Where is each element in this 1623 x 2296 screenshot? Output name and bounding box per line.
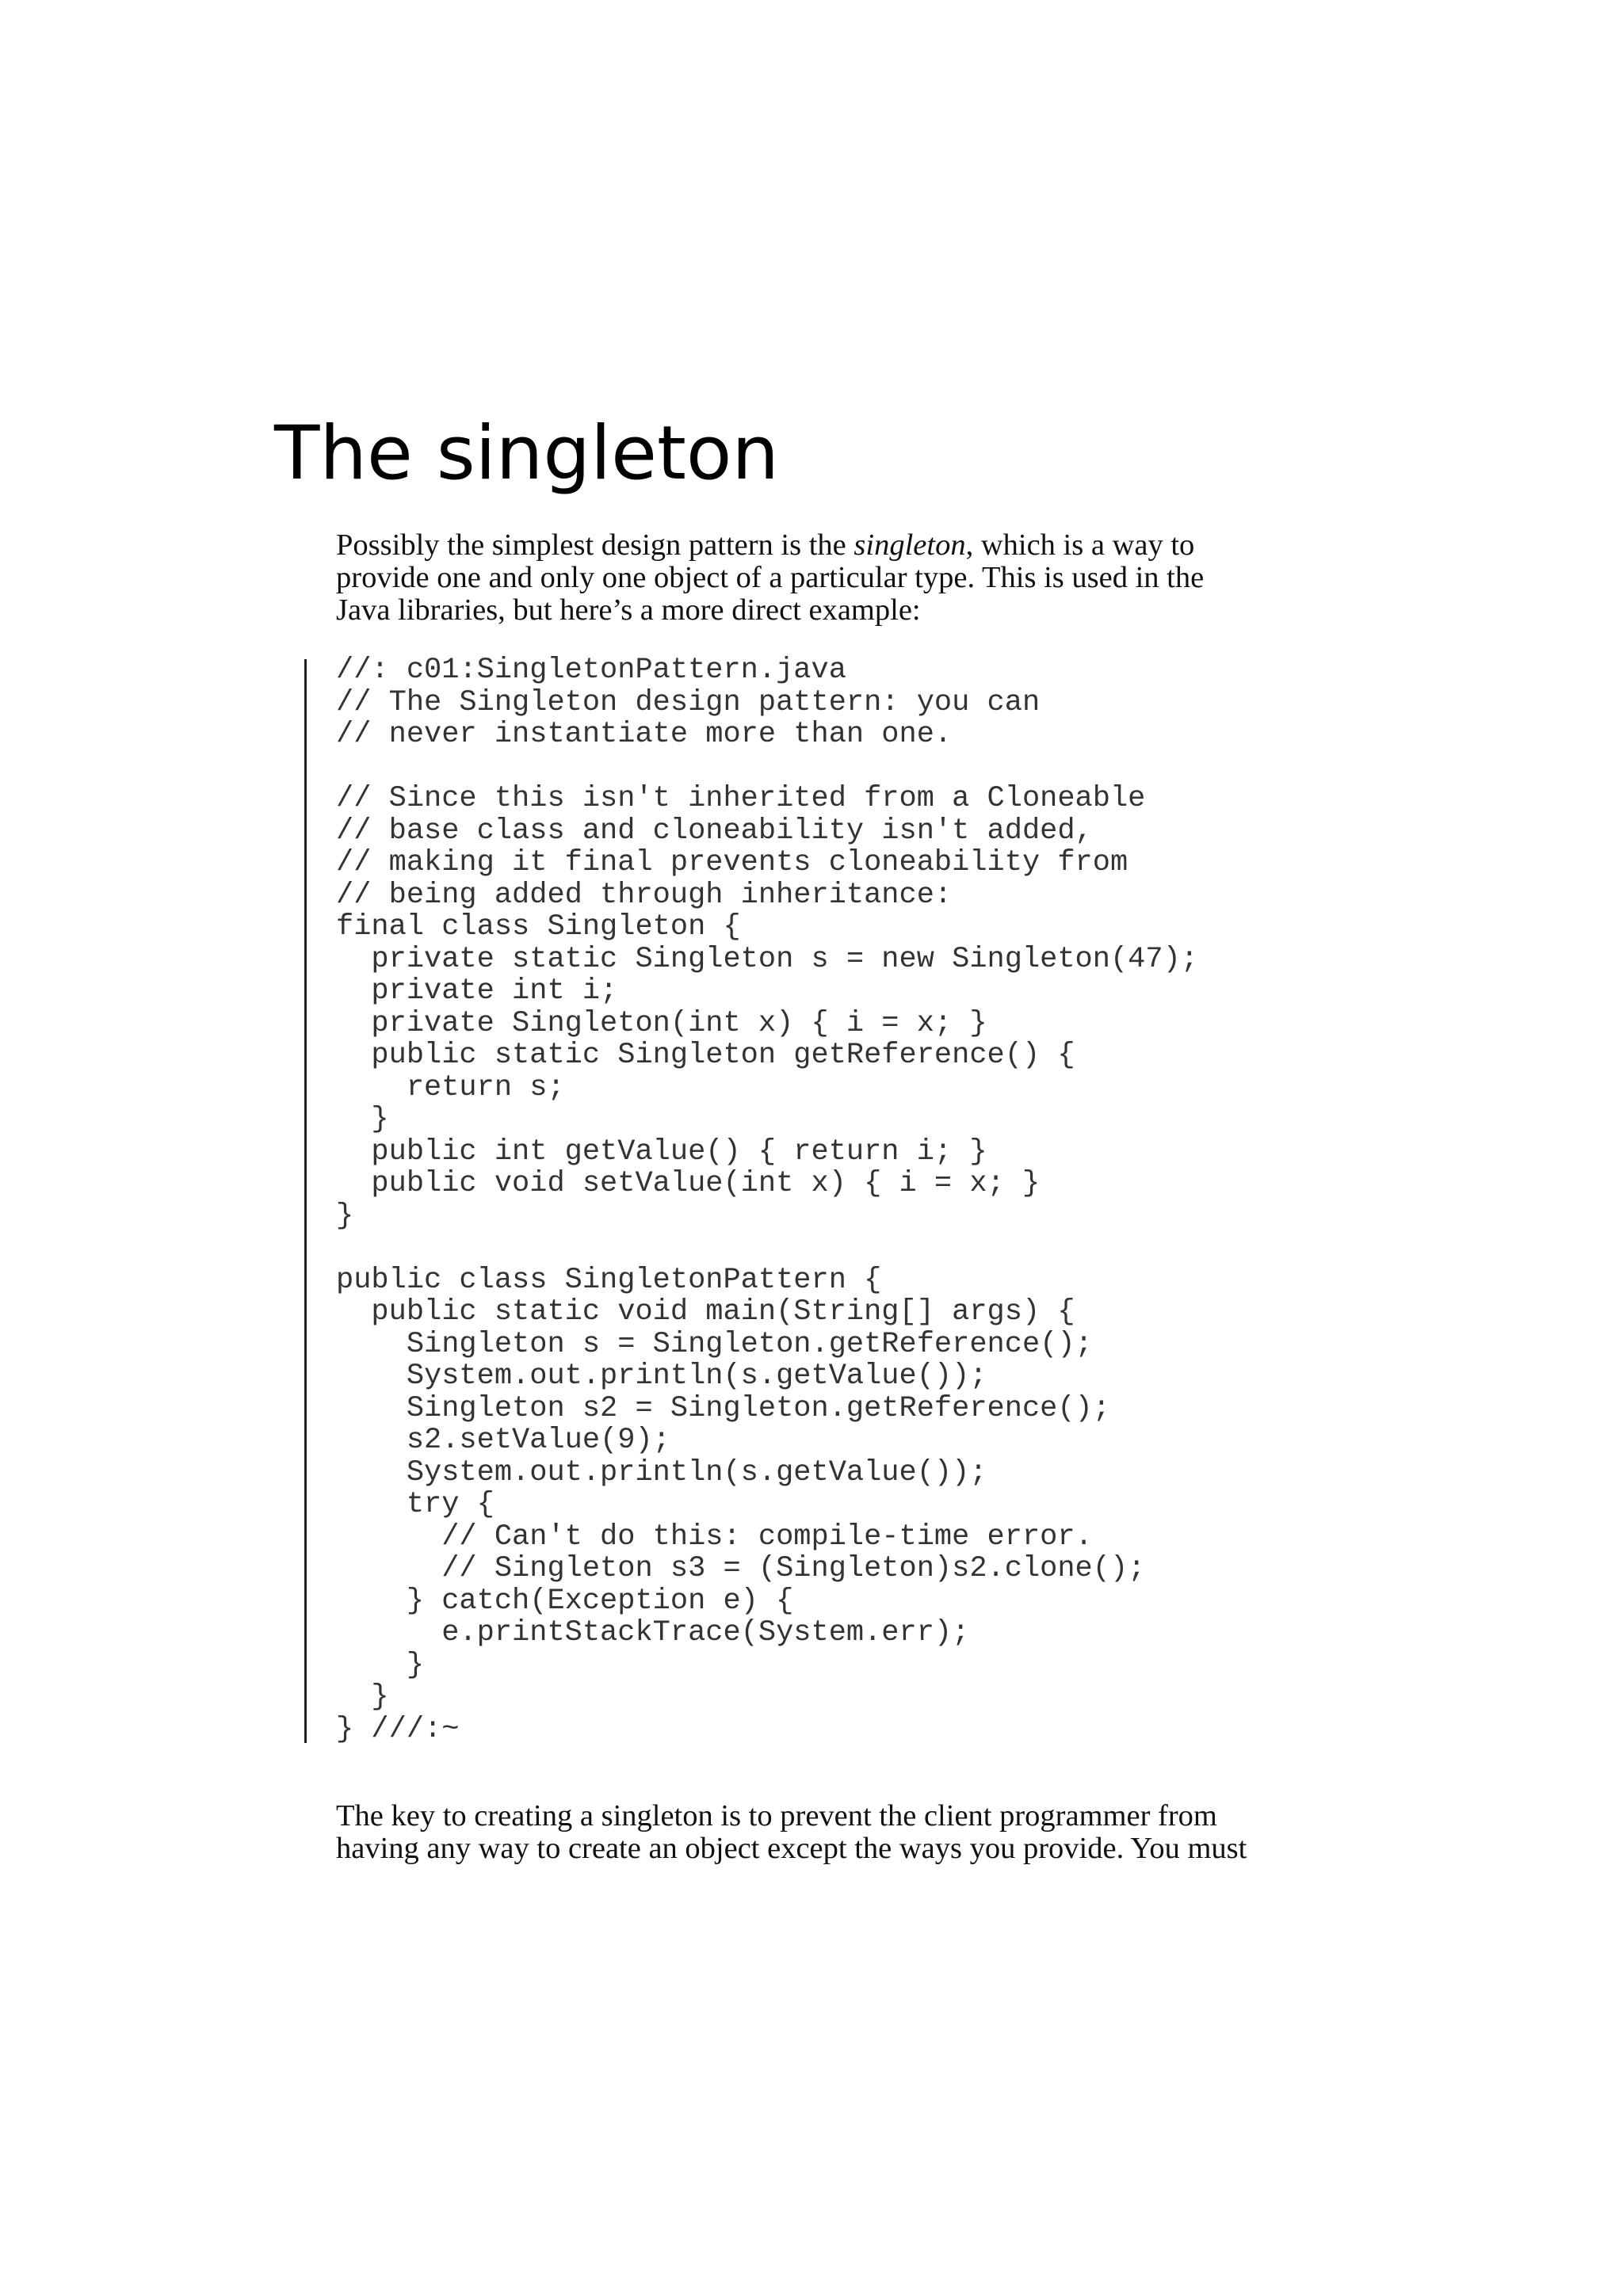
code-line: public void setValue(int x) { i = x; } (336, 1167, 1041, 1200)
intro-paragraph (336, 529, 1311, 627)
code-line: // The Singleton design pattern: you can (336, 685, 1041, 719)
closing-line: The key to creating a singleton is to prevent the client programmer from (336, 1799, 1217, 1833)
code-line: System.out.println(s.getValue()); (336, 1455, 987, 1489)
code-block (336, 654, 1198, 1745)
code-line: try { (336, 1488, 495, 1521)
code-line (336, 1232, 1198, 1264)
code-line: final class Singleton { (336, 910, 741, 944)
code-line: System.out.println(s.getValue()); (336, 1360, 987, 1393)
code-line: } (336, 1199, 354, 1233)
code-line: // base class and cloneability isn't added, (336, 814, 1093, 848)
code-line: private int i; (336, 974, 618, 1008)
code-line: } (336, 1680, 389, 1714)
page-title: The singleton (274, 410, 779, 497)
code-line: // Can't do this: compile-time error. (336, 1520, 1093, 1554)
intro-text: , which is a way to (965, 528, 1195, 562)
code-line: } ///:~ (336, 1712, 460, 1746)
code-line: return s; (336, 1070, 565, 1104)
closing-paragraph (336, 1800, 1335, 1865)
code-line: s2.setValue(9); (336, 1424, 670, 1457)
code-line: Singleton s2 = Singleton.getReference(); (336, 1391, 1110, 1425)
closing-line: having any way to create an object except the ways you provide. You must (336, 1832, 1247, 1865)
code-line: //: c01:SingletonPattern.java (336, 654, 846, 687)
code-line: // Since this isn't inherited from a Cloneable (336, 782, 1146, 815)
code-line: public static void main(String[] args) { (336, 1295, 1075, 1329)
code-line: public class SingletonPattern { (336, 1263, 882, 1297)
intro-line: Java libraries, but here’s a more direct example: (336, 593, 921, 627)
code-line (336, 751, 1198, 784)
intro-line (336, 529, 1311, 562)
emphasis-term: singleton (854, 528, 966, 562)
code-line: private static Singleton s = new Singleton(47); (336, 942, 1198, 976)
code-line: Singleton s = Singleton.getReference(); (336, 1327, 1093, 1361)
code-line: } (336, 1103, 389, 1136)
intro-line: provide one and only one object of a particular type. This is used in the (336, 561, 1205, 594)
code-line: } (336, 1648, 425, 1682)
code-line: public static Singleton getReference() { (336, 1039, 1075, 1072)
code-line: } catch(Exception e) { (336, 1584, 794, 1618)
code-line: // Singleton s3 = (Singleton)s2.clone(); (336, 1552, 1146, 1585)
code-line: // making it final prevents cloneability from (336, 846, 1128, 879)
code-line: private Singleton(int x) { i = x; } (336, 1006, 987, 1040)
code-line: public int getValue() { return i; } (336, 1135, 987, 1169)
code-line: // never instantiate more than one. (336, 718, 953, 751)
intro-text: Possibly the simplest design pattern is the (336, 528, 854, 562)
code-line: e.printStackTrace(System.err); (336, 1616, 970, 1650)
code-line: // being added through inheritance: (336, 878, 953, 912)
code-block-margin-bar (304, 659, 307, 1743)
